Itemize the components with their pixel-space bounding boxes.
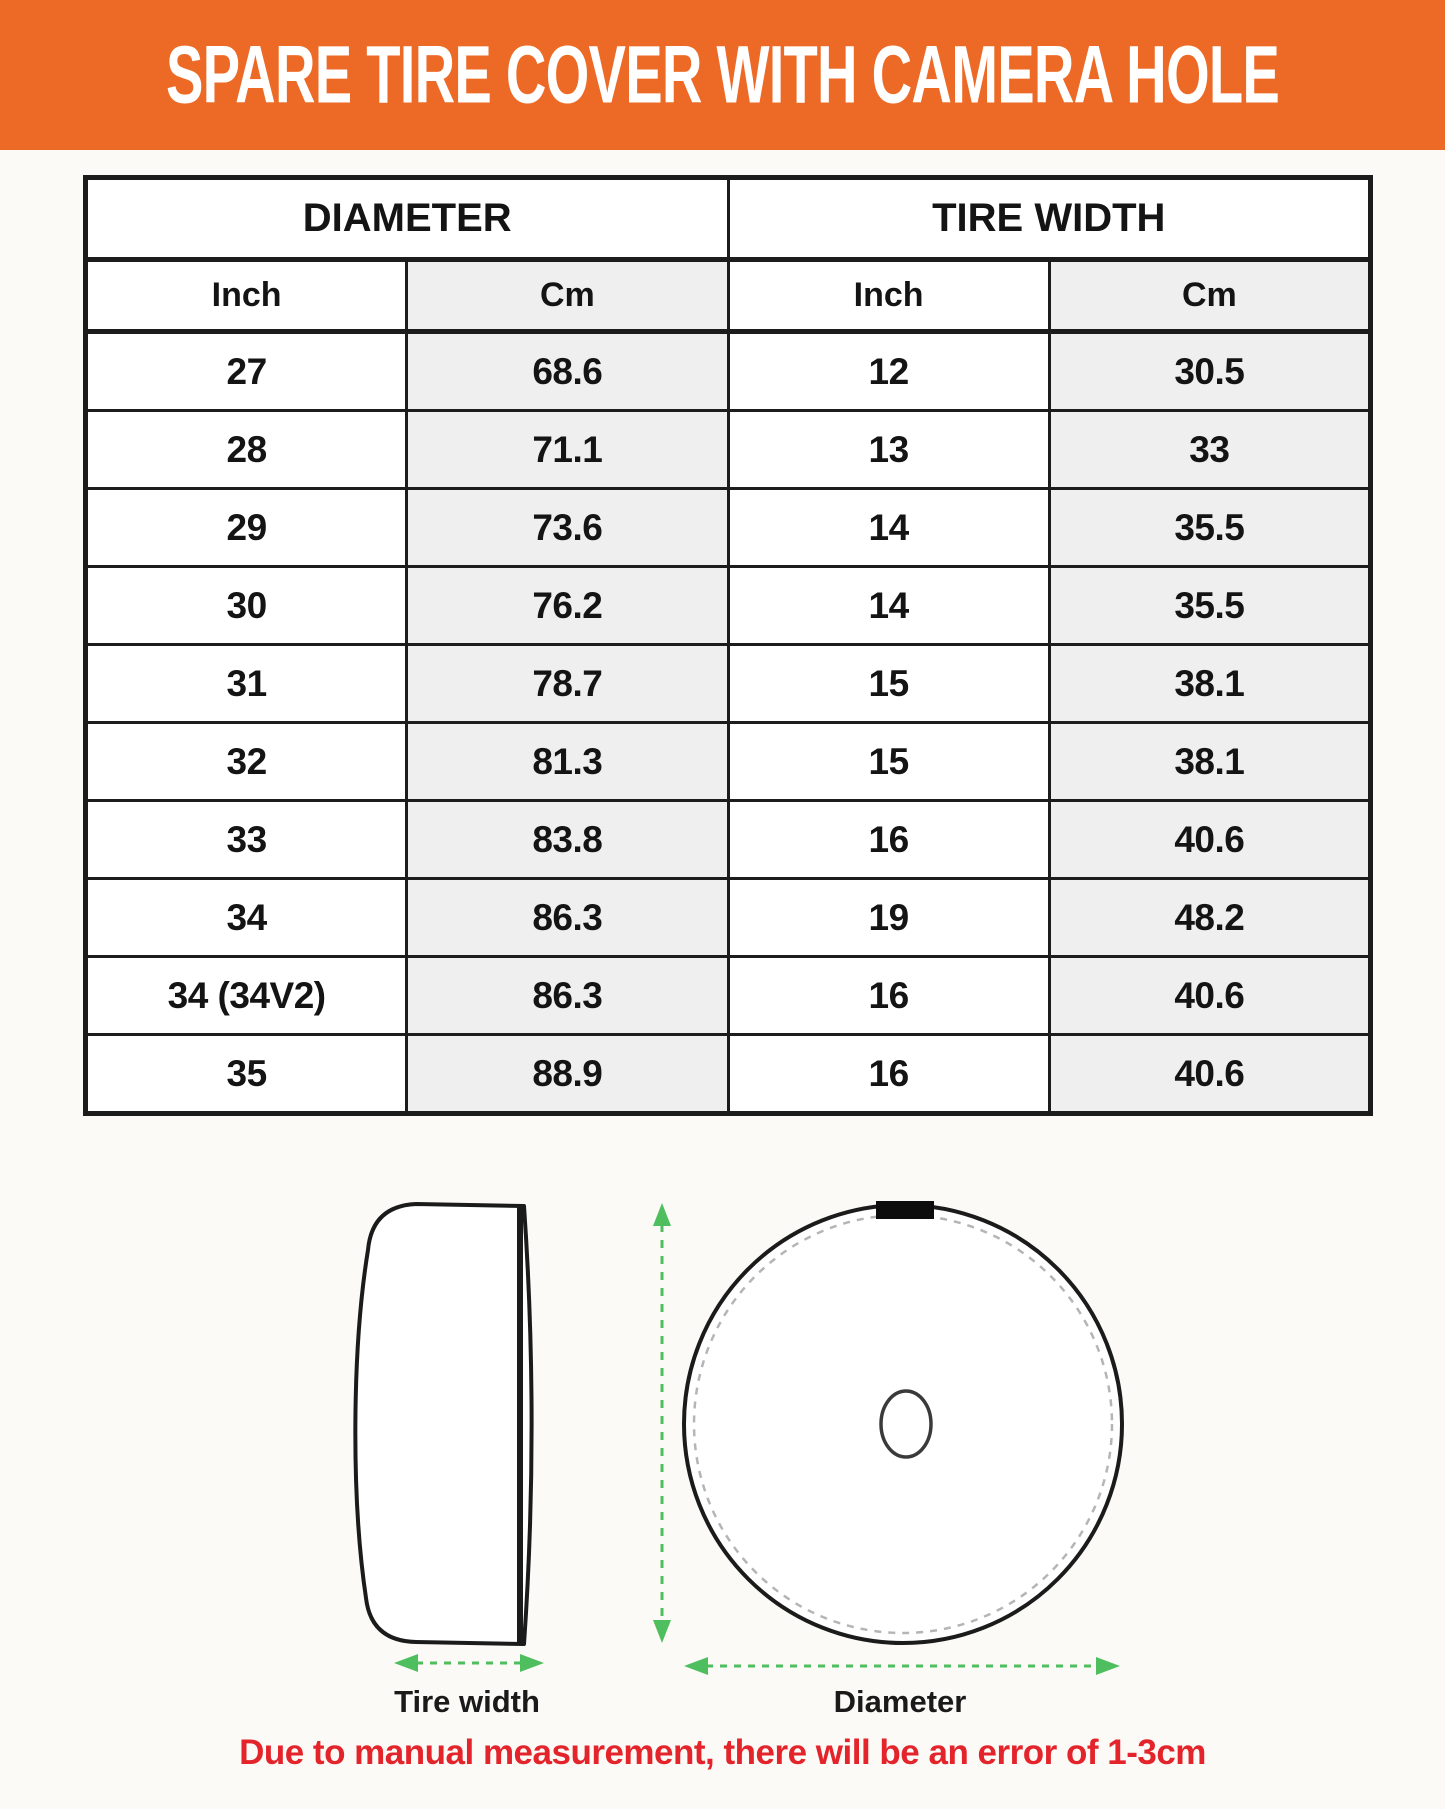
table-column-header-row [86, 260, 1371, 332]
table-cell: 14 [728, 567, 1049, 645]
table-cell: 15 [728, 723, 1049, 801]
table-row [86, 957, 1371, 1035]
table-cell: 33 [86, 801, 407, 879]
table-cell: 78.7 [407, 645, 728, 723]
section-header-diameter: DIAMETER [86, 178, 729, 260]
table-section-header-row [86, 178, 1371, 260]
tire-front-view [684, 1201, 1122, 1643]
table-cell: 71.1 [407, 411, 728, 489]
table-row [86, 801, 1371, 879]
table-cell: 40.6 [1049, 801, 1370, 879]
tire-side-view [355, 1204, 531, 1644]
table-cell: 35.5 [1049, 489, 1370, 567]
size-table [83, 175, 1373, 1116]
diameter-arrow [684, 1657, 1120, 1675]
banner [0, 0, 1445, 150]
measurement-disclaimer: Due to manual measurement, there will be an error of 1-3cm [239, 1733, 1206, 1772]
table-cell: 68.6 [407, 332, 728, 411]
table-cell: 31 [86, 645, 407, 723]
table-cell: 35.5 [1049, 567, 1370, 645]
table-cell: 34 (34V2) [86, 957, 407, 1035]
table-row [86, 723, 1371, 801]
table-cell: 81.3 [407, 723, 728, 801]
section-header-tire-width: TIRE WIDTH [728, 178, 1371, 260]
vertical-diameter-arrow [653, 1203, 671, 1643]
column-header-diameter-inch: Inch [86, 260, 407, 332]
tire-measurement-diagram [0, 1150, 1445, 1730]
table-cell: 28 [86, 411, 407, 489]
table-cell: 16 [728, 801, 1049, 879]
table-cell: 83.8 [407, 801, 728, 879]
diameter-label: Diameter [833, 1684, 967, 1719]
table-cell: 35 [86, 1035, 407, 1114]
strap-tab [876, 1201, 934, 1219]
table-cell: 15 [728, 645, 1049, 723]
table-cell: 38.1 [1049, 645, 1370, 723]
table-cell: 29 [86, 489, 407, 567]
table-cell: 19 [728, 879, 1049, 957]
table-cell: 38.1 [1049, 723, 1370, 801]
table-row [86, 411, 1371, 489]
page-title: SPARE TIRE COVER WITH CAMERA HOLE [165, 29, 1280, 121]
table-row [86, 645, 1371, 723]
table-row [86, 489, 1371, 567]
table-cell: 30 [86, 567, 407, 645]
table-cell: 73.6 [407, 489, 728, 567]
table-row [86, 567, 1371, 645]
table-cell: 40.6 [1049, 957, 1370, 1035]
table-cell: 13 [728, 411, 1049, 489]
table-cell: 14 [728, 489, 1049, 567]
table-cell: 27 [86, 332, 407, 411]
table-cell: 76.2 [407, 567, 728, 645]
column-header-diameter-cm: Cm [407, 260, 728, 332]
table-cell: 34 [86, 879, 407, 957]
table-cell: 30.5 [1049, 332, 1370, 411]
table-cell: 86.3 [407, 879, 728, 957]
table-cell: 33 [1049, 411, 1370, 489]
table-cell: 32 [86, 723, 407, 801]
column-header-width-cm: Cm [1049, 260, 1370, 332]
table-cell: 48.2 [1049, 879, 1370, 957]
column-header-width-inch: Inch [728, 260, 1049, 332]
tire-width-label: Tire width [394, 1684, 540, 1719]
table-cell: 16 [728, 1035, 1049, 1114]
camera-hole [881, 1391, 931, 1457]
table-row [86, 1035, 1371, 1114]
table-cell: 86.3 [407, 957, 728, 1035]
table-cell: 16 [728, 957, 1049, 1035]
table-cell: 40.6 [1049, 1035, 1370, 1114]
table-cell: 12 [728, 332, 1049, 411]
table-cell: 88.9 [407, 1035, 728, 1114]
table-row [86, 879, 1371, 957]
table-row [86, 332, 1371, 411]
tire-width-arrow [394, 1654, 544, 1672]
